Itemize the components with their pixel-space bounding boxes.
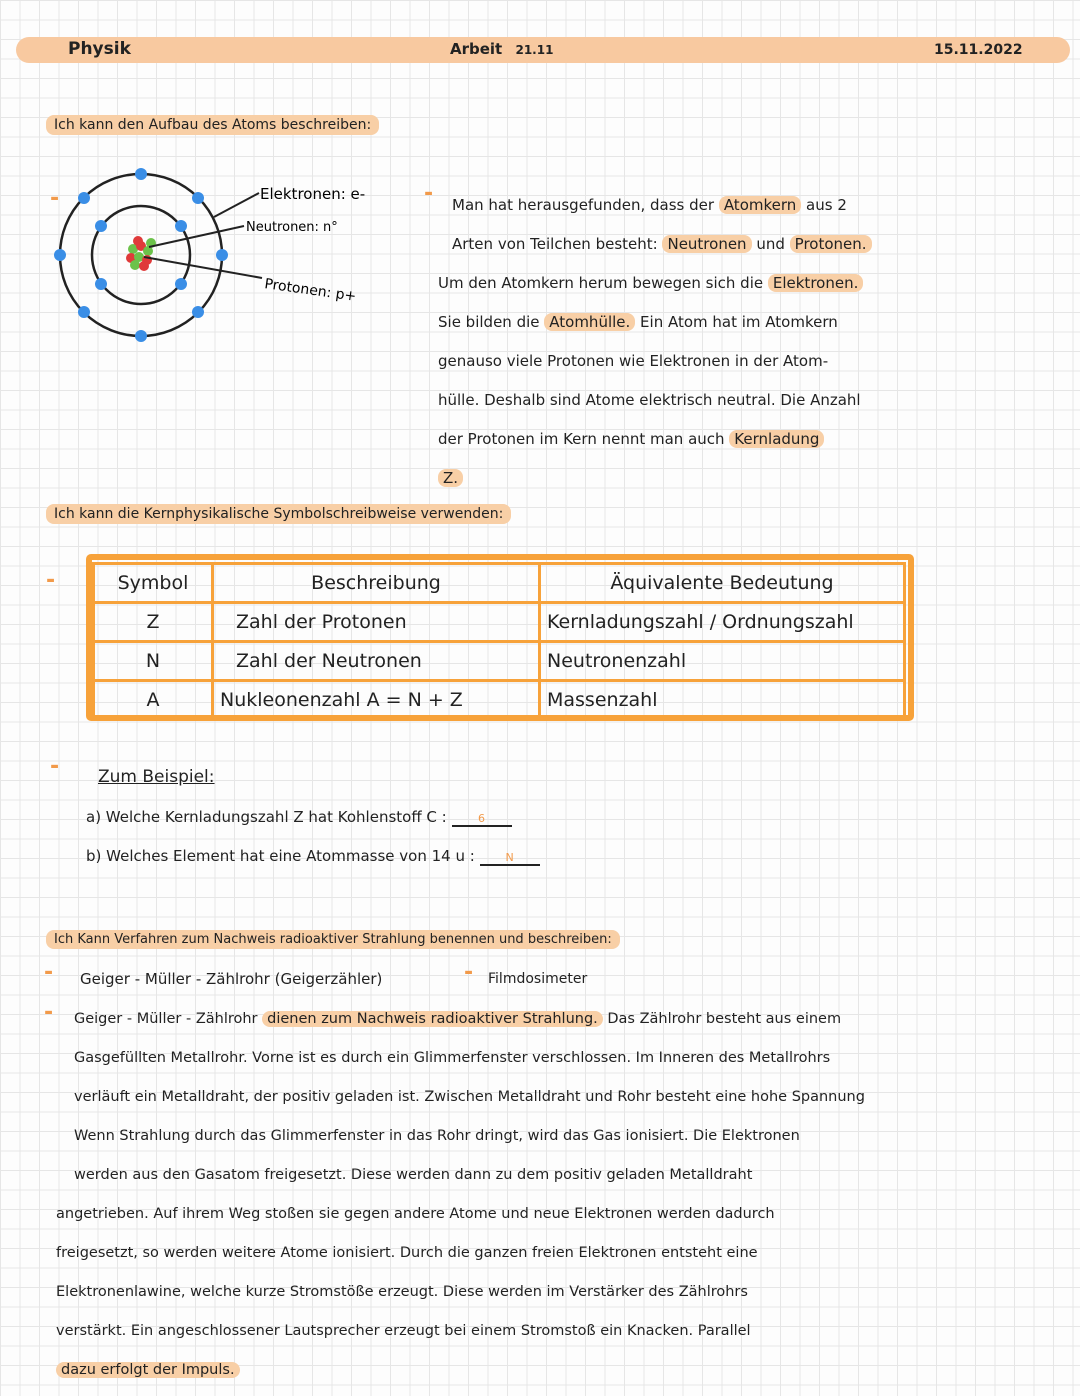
text-run: Sie bilden die <box>438 313 545 331</box>
table-header-row <box>94 564 905 603</box>
table-cell: A <box>94 681 213 720</box>
table-header-cell: Beschreibung <box>213 564 540 603</box>
bullet-dash: - <box>46 568 56 593</box>
paragraph-line <box>438 342 1068 381</box>
paragraph-line <box>438 459 1068 498</box>
paragraph-line <box>56 1117 1076 1156</box>
example-b-answer: N <box>480 851 540 866</box>
paragraph-line <box>438 225 1068 264</box>
header-date: 15.11.2022 <box>934 42 1023 58</box>
electron-dot <box>78 192 90 204</box>
paragraph-line <box>438 186 1068 225</box>
example-b <box>86 847 540 866</box>
proton-dot <box>133 236 143 246</box>
nucleus <box>126 236 156 271</box>
header-center-date: 21.11 <box>515 43 554 57</box>
table-row <box>94 642 905 681</box>
text-run: angetrieben. Auf ihrem Weg stoßen sie gegen andere Atome und neue Elektronen werden dadurch <box>56 1206 775 1222</box>
proton-pointer <box>144 257 262 278</box>
text-run: genauso viele Protonen wie Elektronen in der Atom- <box>438 352 829 370</box>
highlight-term: Atomhülle. <box>544 313 635 331</box>
text-run: Z. <box>438 469 463 487</box>
electron-dot <box>175 220 187 232</box>
bullet-dash: - <box>50 186 60 211</box>
text-run: Arten von Teilchen besteht: <box>452 235 663 253</box>
bullet-dash: - <box>464 960 474 985</box>
paragraph-line <box>56 1234 1076 1273</box>
electron-pointer <box>214 193 259 217</box>
text-run: Das Zählrohr besteht aus einem <box>602 1011 842 1027</box>
paragraph-line <box>438 303 1068 342</box>
section1-heading <box>46 117 379 133</box>
bullet-dash: - <box>44 1000 54 1025</box>
header-center <box>450 40 553 58</box>
table-cell: Nukleonenzahl A = N + Z <box>213 681 540 720</box>
table-row <box>94 603 905 642</box>
table-cell: Neutronenzahl <box>540 642 905 681</box>
section1-paragraph <box>438 186 1068 498</box>
electron-dot <box>216 249 228 261</box>
paragraph-line <box>438 264 1068 303</box>
paragraph-line <box>56 1039 1076 1078</box>
label-neutrons: Neutronen: n° <box>246 220 338 235</box>
electron-dot <box>192 306 204 318</box>
text-run: Ein Atom hat im Atomkern <box>635 313 838 331</box>
paragraph-line <box>56 1000 1076 1039</box>
example-title: Zum Beispiel: <box>98 767 215 787</box>
electron-dot <box>78 306 90 318</box>
electron-dot <box>54 249 66 261</box>
paragraph-line <box>56 1351 1076 1390</box>
text-run: aus 2 <box>801 196 847 214</box>
neutron-pointer <box>149 226 244 247</box>
table-cell: N <box>94 642 213 681</box>
section2-heading <box>46 506 511 522</box>
bullet-dash: - <box>424 181 434 206</box>
text-run: Wenn Strahlung durch das Glimmerfenster in das Rohr dringt, wird das Gas ionisiert. Die Elektronen <box>74 1128 800 1144</box>
highlight-term: Elektronen. <box>768 274 863 292</box>
text-run: verläuft ein Metalldraht, der positiv geladen ist. Zwischen Metalldraht und Rohr besteht eine hohe Spannung <box>74 1089 865 1105</box>
electron-dot <box>135 168 147 180</box>
proton-dot <box>139 261 149 271</box>
text-run: und <box>751 235 790 253</box>
section2-heading-text: Ich kann die Kernphysikalische Symbolschreibweise verwenden: <box>46 504 511 524</box>
paragraph-line <box>56 1312 1076 1351</box>
text-run: der Protonen im Kern nennt man auch <box>438 430 730 448</box>
header-subject: Physik <box>68 39 131 59</box>
highlight-term: Kernladung <box>729 430 824 448</box>
electron-dot <box>135 330 147 342</box>
highlight-term: Neutronen <box>662 235 751 253</box>
bullet-dash: - <box>44 960 54 985</box>
highlight-term: Atomkern <box>719 196 801 214</box>
table-cell: Zahl der Neutronen <box>213 642 540 681</box>
text-run: Um den Atomkern herum bewegen sich die <box>438 274 768 292</box>
paragraph-line <box>56 1156 1076 1195</box>
table-row <box>94 681 905 720</box>
highlight-term: dienen zum Nachweis radioaktiver Strahlung. <box>262 1011 603 1027</box>
electron-dot <box>192 192 204 204</box>
example-a <box>86 808 512 827</box>
section1-heading-text: Ich kann den Aufbau des Atoms beschreiben: <box>46 115 379 135</box>
paragraph-line <box>438 381 1068 420</box>
table-cell: Massenzahl <box>540 681 905 720</box>
label-electrons: Elektronen: e- <box>260 185 366 203</box>
table-header-cell: Symbol <box>94 564 213 603</box>
example-a-question: a) Welche Kernladungszahl Z hat Kohlenstoff C : <box>86 808 447 826</box>
highlight-term: Protonen. <box>790 235 872 253</box>
text-run: Geiger - Müller - Zählrohr <box>74 1011 263 1027</box>
table-cell: Kernladungszahl / Ordnungszahl <box>540 603 905 642</box>
paragraph-line <box>56 1273 1076 1312</box>
text-run: freigesetzt, so werden weitere Atome ionisiert. Durch die ganzen freien Elektronen entsteht eine <box>56 1245 758 1261</box>
text-run: dazu erfolgt der Impuls. <box>56 1362 240 1378</box>
paragraph-line <box>56 1195 1076 1234</box>
table-cell: Zahl der Protonen <box>213 603 540 642</box>
table-cell: Z <box>94 603 213 642</box>
neutron-dot <box>130 260 140 270</box>
bullet-dash: - <box>50 754 60 779</box>
electron-dot <box>95 278 107 290</box>
atom-diagram <box>44 162 404 347</box>
text-run: verstärkt. Ein angeschlossener Lautsprecher erzeugt bei einem Stromstoß ein Knacken. Parallel <box>56 1323 751 1339</box>
text-run: werden aus den Gasatom freigesetzt. Diese werden dann zu dem positiv geladen Metalldraht <box>74 1167 753 1183</box>
list-item-geiger: Geiger - Müller - Zählrohr (Geigerzähler) <box>80 970 383 988</box>
paragraph-line <box>56 1078 1076 1117</box>
section3-heading <box>46 932 620 947</box>
header-center-label: Arbeit <box>450 40 503 58</box>
text-run: hülle. Deshalb sind Atome elektrisch neutral. Die Anzahl <box>438 391 861 409</box>
list-item-filmdosimeter: Filmdosimeter <box>488 971 588 987</box>
section3-paragraph <box>56 1000 1076 1390</box>
text-run: Elektronenlawine, welche kurze Stromstöße erzeugt. Diese werden im Verstärker des Zählrohrs <box>56 1284 748 1300</box>
symbol-table <box>92 562 906 721</box>
electron-dot <box>95 220 107 232</box>
text-run: Man hat herausgefunden, dass der <box>452 196 719 214</box>
section3-heading-text: Ich Kann Verfahren zum Nachweis radioaktiver Strahlung benennen und beschreiben: <box>46 930 620 949</box>
example-a-answer: 6 <box>452 812 512 827</box>
paragraph-line <box>438 420 1068 459</box>
table-header-cell: Äquivalente Bedeutung <box>540 564 905 603</box>
example-b-question: b) Welches Element hat eine Atommasse von 14 u : <box>86 847 475 865</box>
text-run: Gasgefüllten Metallrohr. Vorne ist es durch ein Glimmerfenster verschlossen. Im Inneren des Metallrohrs <box>74 1050 831 1066</box>
label-protons: Protonen: p+ <box>263 276 358 305</box>
electron-dot <box>175 278 187 290</box>
